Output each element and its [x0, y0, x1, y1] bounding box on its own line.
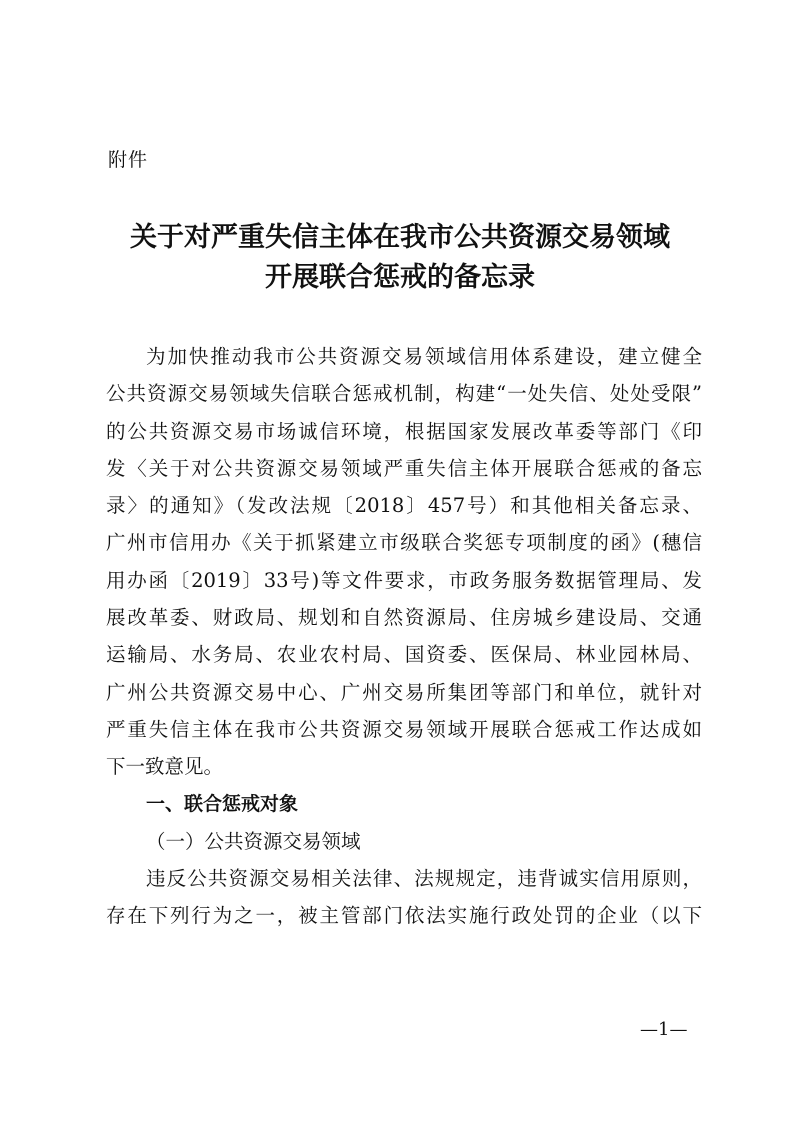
- attachment-label: 附件: [108, 149, 149, 171]
- document-title: [60, 218, 740, 298]
- body-line: 用办函〔2019〕33号)等文件要求，市政务服务数据管理局、发: [106, 568, 702, 592]
- body-line: 的公共资源交易市场诚信环境，根据国家发展改革委等部门《印: [106, 419, 702, 443]
- title-line-2: 开展联合惩戒的备忘录: [265, 262, 535, 293]
- body-line: 严重失信主体在我市公共资源交易领域开展联合惩戒工作达成如: [106, 717, 702, 741]
- body-line: 运输局、水务局、农业农村局、国资委、医保局、林业园林局、: [106, 643, 702, 667]
- body-line: 为加快推动我市公共资源交易领域信用体系建设，建立健全: [146, 345, 702, 368]
- body-text: [106, 338, 702, 935]
- body-line: 公共资源交易领域失信联合惩戒机制，构建“一处失信、处处受限”: [106, 382, 702, 406]
- title-line-1: 关于对严重失信主体在我市公共资源交易领域: [130, 222, 670, 253]
- subsection-heading: （一）公共资源交易领域: [146, 829, 361, 853]
- body-line: 录〉的通知》（发改法规〔2018〕457号）和其他相关备忘录、: [106, 494, 702, 518]
- body-line: 广州公共资源交易中心、广州交易所集团等部门和单位，就针对: [106, 680, 702, 704]
- body-line: 下一致意见。: [106, 755, 224, 779]
- body-line: 广州市信用办《关于抓紧建立市级联合奖惩专项制度的函》(穗信: [106, 531, 702, 555]
- page-number: —1—: [640, 1019, 688, 1040]
- body-line: 发〈关于对公共资源交易领域严重失信主体开展联合惩戒的备忘: [106, 456, 702, 480]
- body-line: 展改革委、财政局、规划和自然资源局、住房城乡建设局、交通: [106, 606, 702, 630]
- section-heading: 一、联合惩戒对象: [146, 792, 299, 815]
- body-line: 存在下列行为之一，被主管部门依法实施行政处罚的企业（以下: [106, 904, 702, 928]
- body-line: 违反公共资源交易相关法律、法规规定，违背诚实信用原则，: [146, 867, 702, 891]
